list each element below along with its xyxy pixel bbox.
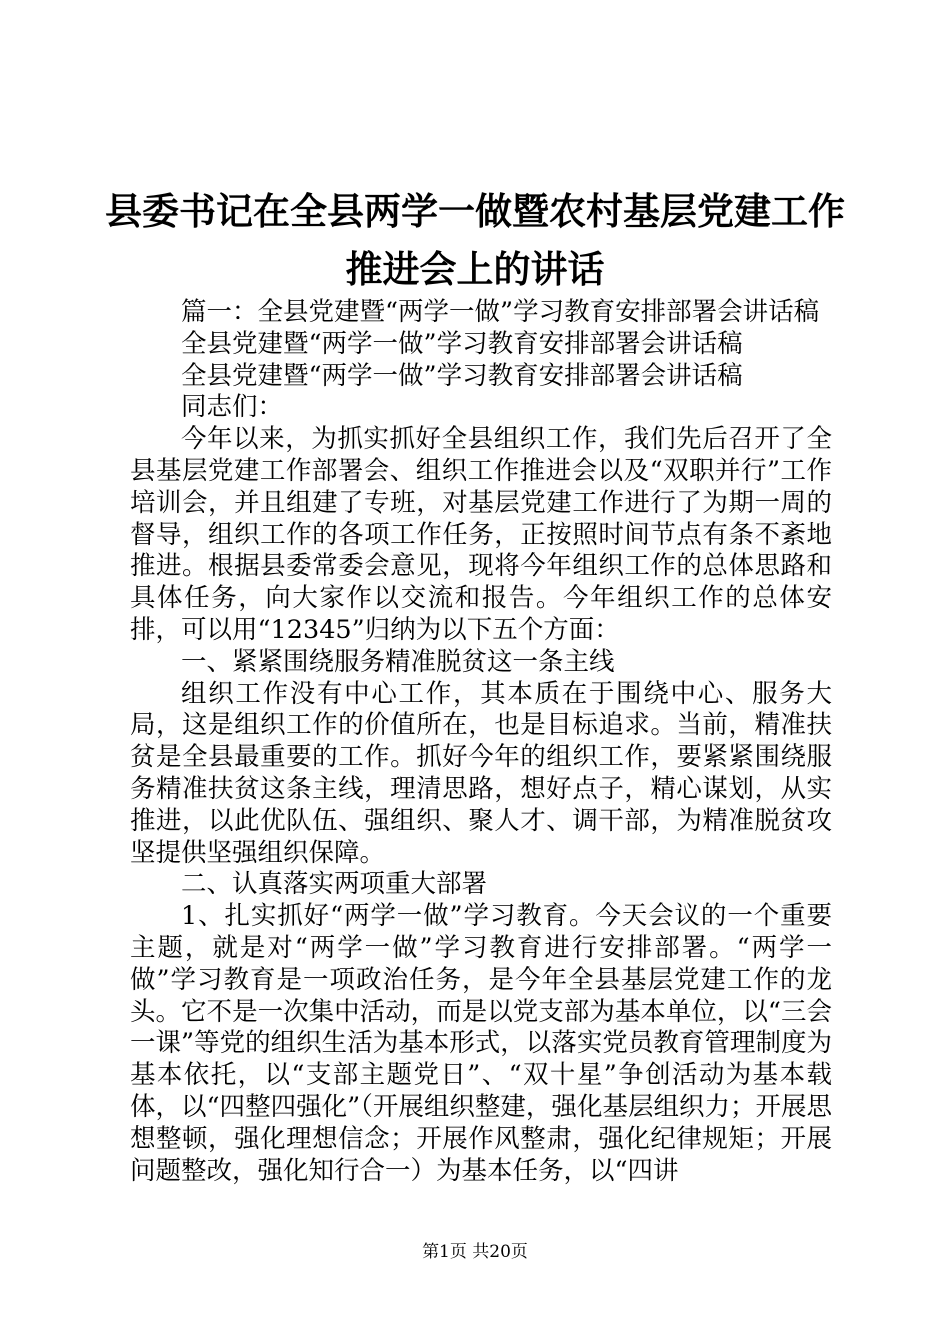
- paragraph-subtitle: 全县党建暨“两学一做”学习教育安排部署会讲话稿: [181, 360, 743, 391]
- paragraph: 今年以来，为抓实抓好全县组织工作，我们先后召开了全县基层党建工作部署会、组织工作推进会以及“双职并行”工作培训会，并且组建了专班，对基层党建工作进行了为期一周的督导，组织工作的各项工作任务，正按照时间节点有条不紊地推进。根据县委常委会意见，现将今年组织工作的总体思路和具体任务，向大家作以交流和报告。今年组织工作的总体安排，可以用“12345”归纳为以下五个方面：: [130, 424, 832, 645]
- title-line-1: 县委书记在全县两学一做暨农村基层党建工作: [105, 189, 845, 233]
- section-heading: 一、紧紧围绕服务精准脱贫这一条主线: [181, 646, 615, 677]
- paragraph-subtitle: 全县党建暨“两学一做”学习教育安排部署会讲话稿: [181, 328, 743, 359]
- paragraph: 组织工作没有中心工作，其本质在于围绕中心、服务大局，这是组织工作的价值所在，也是目标追求。当前，精准扶贫是全县最重要的工作。抓好今年的组织工作，要紧紧围绕服务精准扶贫这条主线，理清思路，想好点子，精心谋划，从实推进，以此优队伍、强组织、聚人才、调干部，为精准脱贫攻坚提供坚强组织保障。: [130, 678, 832, 868]
- document-title: [0, 182, 950, 298]
- paragraph-salutation: 同志们：: [181, 392, 284, 423]
- document-body: [130, 297, 832, 1187]
- title-line-2: 推进会上的讲话: [345, 247, 605, 291]
- paragraph: 1、扎实抓好“两学一做”学习教育。今天会议的一个重要主题，就是对“两学一做”学习教育进行安排部署。“两学一做”学习教育是一项政治任务，是今年全县基层党建工作的龙头。它不是一次集中活动，而是以党支部为基本单位，以“三会一课”等党的组织生活为基本形式，以落实党员教育管理制度为基本依托，以“支部主题党日”、“双十星”争创活动为基本载体，以“四整四强化”（开展组织整建，强化基层组织力；开展思想整顿，强化理想信念；开展作风整肃，强化纪律规矩；开展问题整改，强化知行合一）为基本任务，以“四讲: [130, 901, 832, 1186]
- paragraph-chapter-heading: 篇一：全县党建暨“两学一做”学习教育安排部署会讲话稿: [181, 297, 820, 327]
- section-heading: 二、认真落实两项重大部署: [181, 869, 488, 900]
- page-footer: 第1页 共20页: [422, 1242, 528, 1262]
